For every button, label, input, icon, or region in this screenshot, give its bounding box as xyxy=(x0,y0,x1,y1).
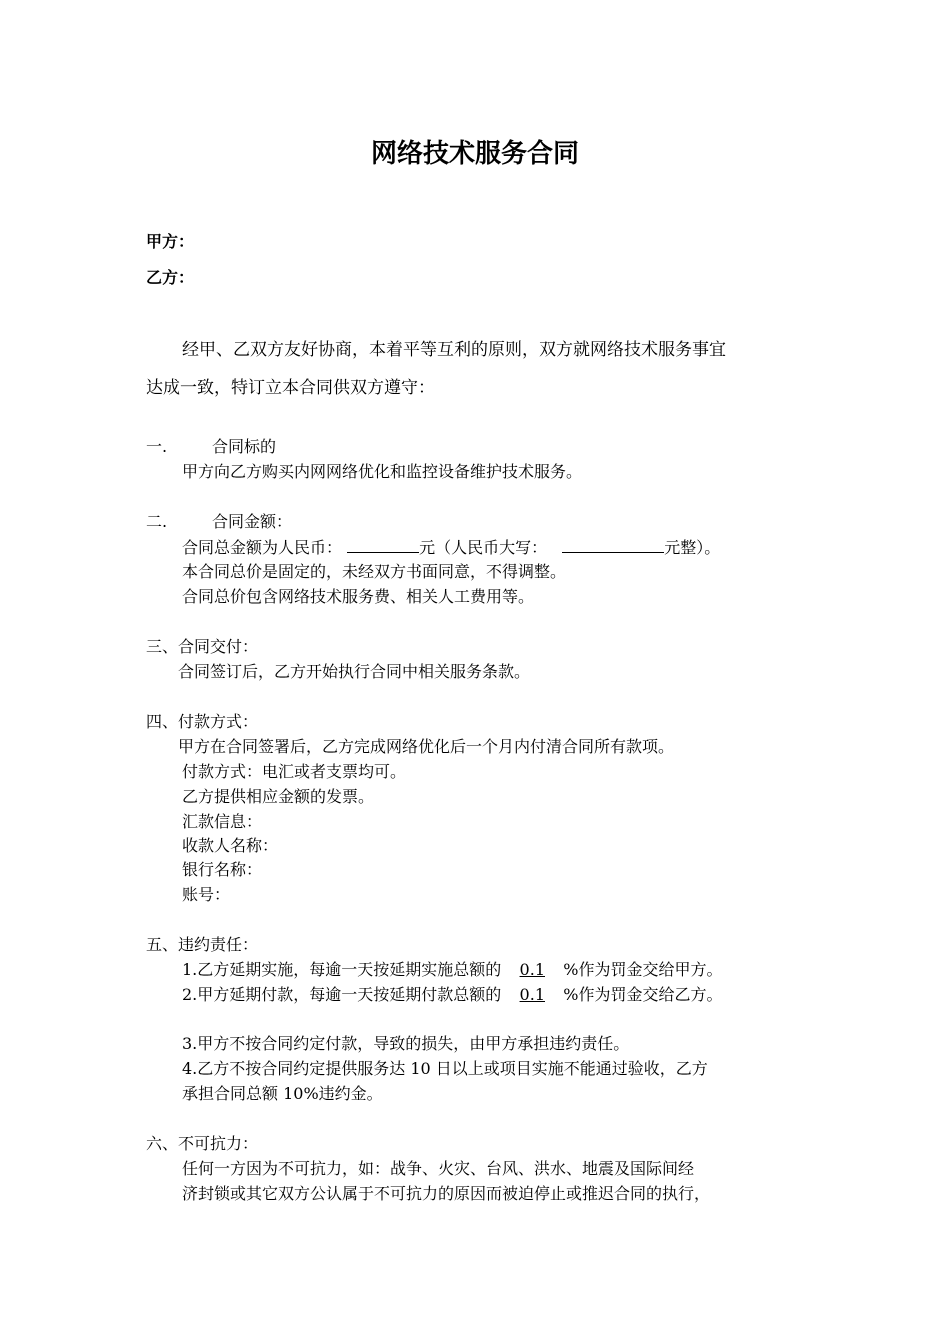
party-b-label: 乙方： xyxy=(146,268,195,287)
remittance-info-label: 汇款信息： xyxy=(182,812,263,831)
section-2-line: 本合同总价是固定的，未经双方书面同意，不得调整。 xyxy=(182,562,567,581)
section-1-heading xyxy=(146,437,276,457)
penalty-rate-2: 0.1 xyxy=(519,985,545,1004)
penalty-item-2-suffix: %作为罚金交给乙方。 xyxy=(563,985,723,1004)
section-6-heading: 六、不可抗力： xyxy=(146,1134,259,1153)
penalty-rate-1: 0.1 xyxy=(519,960,545,979)
amount-mid: 元（人民币大写： xyxy=(419,538,548,557)
intro-line-1: 经甲、乙双方友好协商，本着平等互利的原则，双方就网络技术服务事宜 xyxy=(182,340,726,360)
section-1-line: 甲方向乙方购买内网网络优化和监控设备维护技术服务。 xyxy=(182,462,583,481)
party-a-label: 甲方： xyxy=(146,232,195,251)
section-3-heading: 三、合同交付： xyxy=(146,637,259,656)
bank-name-label: 银行名称： xyxy=(182,860,263,879)
amount-suffix: 元整）。 xyxy=(664,538,721,557)
section-1-title: 合同标的 xyxy=(212,437,277,456)
section-4-line: 付款方式：电汇或者支票均可。 xyxy=(182,762,407,781)
contract-title: 网络技术服务合同 xyxy=(370,139,579,169)
section-1-number: 一. xyxy=(146,437,168,456)
penalty-item-1-text: 1.乙方延期实施，每逾一天按延期实施总额的 xyxy=(182,960,502,979)
penalty-item-4-line-1: 4.乙方不按合同约定提供服务达 10 日以上或项目实施不能通过验收，乙方 xyxy=(182,1059,708,1078)
force-majeure-line-2: 济封锁或其它双方公认属于不可抗力的原因而被迫停止或推迟合同的执行， xyxy=(182,1184,711,1203)
amount-uppercase-blank xyxy=(562,537,664,553)
force-majeure-line-1: 任何一方因为不可抗力，如：战争、火灾、台风、洪水、地震及国际间经 xyxy=(182,1159,695,1178)
section-4-heading: 四、付款方式： xyxy=(146,712,259,731)
contract-amount-line xyxy=(182,537,720,558)
penalty-item-1-suffix: %作为罚金交给甲方。 xyxy=(563,960,723,979)
section-4-line: 甲方在合同签署后，乙方完成网络优化后一个月内付清合同所有款项。 xyxy=(178,737,675,756)
penalty-item-2 xyxy=(182,985,723,1005)
penalty-item-3: 3.甲方不按合同约定付款，导致的损失，由甲方承担违约责任。 xyxy=(182,1034,630,1053)
section-2-number: 二. xyxy=(146,512,168,531)
section-3-line: 合同签订后，乙方开始执行合同中相关服务条款。 xyxy=(178,662,531,681)
amount-prefix: 合同总金额为人民币： xyxy=(182,538,343,557)
section-5-heading: 五、违约责任： xyxy=(146,935,259,954)
section-2-title: 合同金额： xyxy=(212,512,293,531)
amount-number-blank xyxy=(347,537,419,553)
payee-name-label: 收款人名称： xyxy=(182,836,279,855)
penalty-item-4-line-2: 承担合同总额 10%违约金。 xyxy=(182,1084,383,1103)
intro-line-2: 达成一致，特订立本合同供双方遵守： xyxy=(146,378,435,398)
penalty-item-1 xyxy=(182,960,723,980)
penalty-item-2-text: 2.甲方延期付款，每逾一天按延期付款总额的 xyxy=(182,985,502,1004)
section-2-heading xyxy=(146,512,292,532)
section-2-line: 合同总价包含网络技术服务费、相关人工费用等。 xyxy=(182,587,535,606)
section-4-line: 乙方提供相应金额的发票。 xyxy=(182,787,375,806)
account-number-label: 账号： xyxy=(182,885,231,904)
